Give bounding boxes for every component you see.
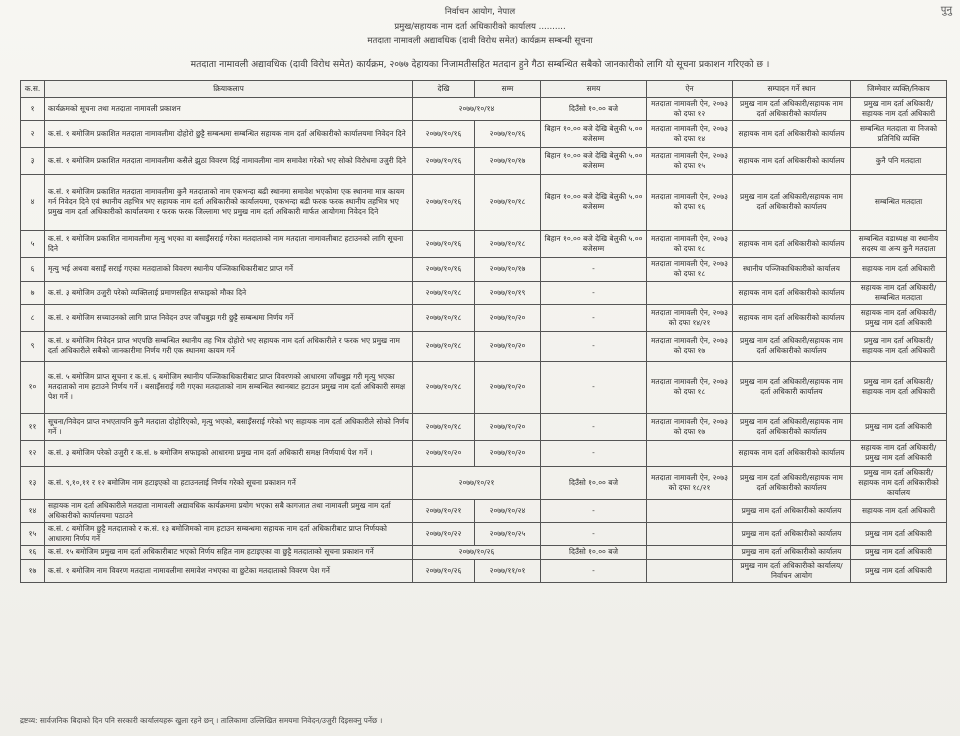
table-row — [21, 559, 947, 582]
row-responsible: सहायक नाम दर्ता अधिकारी/प्रमुख नाम दर्ता अधिकारी — [851, 440, 947, 466]
row-date-to: २०७७/१०/२० — [475, 413, 541, 440]
row-responsible: प्रमुख नाम दर्ता अधिकारी/सहायक नाम दर्ता अधिकारी — [851, 361, 947, 413]
corner-mark: पुनु — [940, 5, 952, 16]
row-responsible: सम्बन्धित मतदाता — [851, 174, 947, 230]
column-header: क.स. — [21, 81, 45, 98]
table-row — [21, 361, 947, 413]
row-activity: क.सं. १५ बमोजिम प्रमुख नाम दर्ता अधिकारीबाट भएको निर्णय सहित नाम हटाइएका वा छुट्टै मतदाताको सूचना प्रकाशन गर्ने — [45, 545, 413, 559]
row-date-to: २०७७/१०/१७ — [475, 147, 541, 174]
row-number: ४ — [21, 174, 45, 230]
doc-header-line-4: मतदाता नामावली अद्यावधिक (दावी विरोध समेत) कार्यक्रम, २०७७ देहायका निजामतीसहित मतदान हुने गैठा सम्बन्धित सबैको जानकारीको लागि यो सूचना प्रकाशन गरिएको छ । — [190, 59, 770, 70]
row-date-from: २०७७/१०/१८ — [413, 413, 475, 440]
row-activity: सूचना/निवेदन प्राप्त नभएतापनि कुनै मतदाता दोहोरिएको, मृत्यु भएको, बसाइँसराई गरेको भए सहायक नाम दर्ता अधिकारीले सोको निर्णय गर्ने । — [45, 413, 413, 440]
row-date-to: २०७७/१०/२५ — [475, 522, 541, 545]
row-activity: क.सं. १ बमोजिम नाम विवरण मतदाता नामावलीमा समावेश नभएका वा छुटेका मतदाताको विवरण पेश गर्ने — [45, 559, 413, 582]
row-activity: क.सं. २ बमोजिम सच्याउनको लागि प्राप्त निवेदन उपर जाँचबुझ गरी छुट्टै सम्बन्धमा निर्णय गर्ने — [45, 304, 413, 331]
row-place: सहायक नाम दर्ता अधिकारीको कार्यालय — [733, 281, 851, 304]
row-responsible: प्रमुख नाम दर्ता अधिकारी/सहायक नाम दर्ता अधिकारीको कार्यालय — [851, 466, 947, 499]
row-date-from: २०७७/१०/१६ — [413, 147, 475, 174]
table-row — [21, 120, 947, 147]
row-place: स्थानीय पञ्जिकाधिकारीको कार्यालय — [733, 257, 851, 281]
row-activity: क.सं. ३ बमोजिम उजुरी परेको व्यक्तिलाई प्रमाणसहित सफाइको मौका दिने — [45, 281, 413, 304]
row-responsible: प्रमुख नाम दर्ता अधिकारी — [851, 413, 947, 440]
table-row — [21, 331, 947, 361]
row-responsible: सम्बन्धित वडाध्यक्ष वा स्थानीय सदस्य वा अन्य कुनै मतदाता — [851, 230, 947, 257]
row-date-from: २०७७/१०/२६ — [413, 559, 475, 582]
row-date-to: २०७७/१०/२० — [475, 331, 541, 361]
row-activity: क.सं. ४ बमोजिम निवेदन प्राप्त भएपछि सम्बन्धित स्थानीय तह भित्र दोहोरो भए सहायक नाम दर्ता अधिकारीले र फरक भए प्रमुख नाम दर्ता अधिकारीले सबैको जानकारीमा निर्णय गरी एक स्थानमा कायम गर्ने — [45, 331, 413, 361]
column-header: क्रियाकलाप — [45, 81, 413, 98]
column-header: सम्पादन गर्ने स्थान — [733, 81, 851, 98]
row-number: २ — [21, 120, 45, 147]
row-number: ११ — [21, 413, 45, 440]
row-place: प्रमुख नाम दर्ता अधिकारीको कार्यालय/निर्वाचन आयोग — [733, 559, 851, 582]
table-row — [21, 257, 947, 281]
row-activity: क.सं. ८ बमोजिम छुट्टै मतदाताको र क.सं. १३ बमोजिमको नाम हटाउन सम्बन्धमा सहायक नाम दर्ता अधिकारीबाट प्राप्त निर्णयको आधारमा निर्णय गर्ने — [45, 522, 413, 545]
table-row — [21, 499, 947, 522]
row-date-from: २०७७/१०/२० — [413, 440, 475, 466]
table-row — [21, 466, 947, 499]
column-header: सम्म — [475, 81, 541, 98]
row-responsible: प्रमुख नाम दर्ता अधिकारी — [851, 559, 947, 582]
row-time: दिउँसो १०.०० बजे — [541, 466, 647, 499]
row-number: ५ — [21, 230, 45, 257]
column-header: देखि — [413, 81, 475, 98]
row-place: सहायक नाम दर्ता अधिकारीको कार्यालय — [733, 120, 851, 147]
row-activity: क.सं. ५ बमोजिम प्राप्त सूचना र क.सं. ६ बमोजिम स्थानीय पञ्जिकाधिकारीबाट प्राप्त विवरणको आधारमा जाँचबुझ गरी मृत्यु भएका मतदाताको नाम हटाउने निर्णय गर्ने । बसाइँसराई गरी गएका मतदाताको नाम सम्बन्धित स्थानबाट हटाउन प्रमुख नाम दर्ता अधिकारी समक्ष पेश गर्ने । — [45, 361, 413, 413]
row-responsible: सहायक नाम दर्ता अधिकारी — [851, 499, 947, 522]
row-place: प्रमुख नाम दर्ता अधिकारी/सहायक नाम दर्ता अधिकारीको कार्यालय — [733, 331, 851, 361]
row-law: मतदाता नामावली ऐन, २०७३ को दफा १४ — [647, 120, 733, 147]
column-header: जिम्मेवार व्यक्ति/निकाय — [851, 81, 947, 98]
row-date-to: २०७७/१०/१७ — [475, 257, 541, 281]
row-place: प्रमुख नाम दर्ता अधिकारीको कार्यालय — [733, 545, 851, 559]
row-date-from: २०७७/१०/१८ — [413, 331, 475, 361]
row-date-to: २०७७/१०/२० — [475, 440, 541, 466]
table-row — [21, 147, 947, 174]
row-activity: मृत्यु भई अथवा बसाइँ सराई गएका मतदाताको विवरण स्थानीय पञ्जिकाधिकारीबाट प्राप्त गर्ने — [45, 257, 413, 281]
doc-header-line-2: प्रमुख/सहायक नाम दर्ता अधिकारीको कार्यालय .......... — [394, 22, 566, 32]
row-number: ८ — [21, 304, 45, 331]
row-number: १४ — [21, 499, 45, 522]
row-responsible: सम्बन्धित मतदाता वा निजको प्रतिनिधि व्यक्ति — [851, 120, 947, 147]
row-responsible: सहायक नाम दर्ता अधिकारी/सम्बन्धित मतदाता — [851, 281, 947, 304]
footer-note: द्रष्टव्य: सार्वजनिक बिदाको दिन पनि सरकारी कार्यालयहरू खुला रहने छन् । तालिकामा उल्लिखित समयमा निवेदन/उजुरी दिइसक्नु पर्नेछ । — [20, 716, 383, 725]
row-number: १ — [21, 98, 45, 121]
row-responsible: कुनै पनि मतदाता — [851, 147, 947, 174]
row-activity: क.सं. १ बमोजिम प्रकाशित नामावलीमा मृत्यु भएका वा बसाइँसराई गरेका मतदाताको नाम मतदाता नामावलीबाट हटाउनको लागि सूचना दिने — [45, 230, 413, 257]
row-date-to: २०७७/१०/१८ — [475, 230, 541, 257]
row-place: प्रमुख नाम दर्ता अधिकारीको कार्यालय — [733, 499, 851, 522]
row-date-from: २०७७/१०/१६ — [413, 230, 475, 257]
row-date-from: २०७७/१०/१८ — [413, 304, 475, 331]
row-date-to: २०७७/१०/१८ — [475, 174, 541, 230]
table-row — [21, 522, 947, 545]
row-activity: क.सं. १ बमोजिम प्रकाशित मतदाता नामावलीमा कुनै मतदाताको नाम एकभन्दा बढी स्थानमा समावेश भएकोमा एक स्थानमा मात्र कायम गर्न निवेदन दिने एवं स्थानीय तहभित्र भए सहायक नाम दर्ता अधिकारीको कार्यालयमा, एकभन्दा बढी फरक फरक स्थानीय तहभित्र भए प्रमुख नाम दर्ता अधिकारीको कार्यालयमा र फरक फरक जिल्लामा भए प्रमुख नाम दर्ता अधिकारी मार्फत आयोगमा निवेदन दिने — [45, 174, 413, 230]
row-date-from: २०७७/१०/१६ — [413, 120, 475, 147]
row-law: मतदाता नामावली ऐन, २०७३ को दफा १७ — [647, 413, 733, 440]
row-date: २०७७/१०/२६ — [413, 545, 541, 559]
table-header-row — [21, 81, 947, 98]
row-law — [647, 522, 733, 545]
row-date-to: २०७७/१०/२० — [475, 361, 541, 413]
row-date-to: २०७७/१०/२० — [475, 304, 541, 331]
row-law — [647, 559, 733, 582]
row-number: ६ — [21, 257, 45, 281]
row-place: सहायक नाम दर्ता अधिकारीको कार्यालय — [733, 304, 851, 331]
doc-header-line-1: निर्वाचन आयोग, नेपाल — [444, 7, 516, 17]
schedule-table — [20, 80, 947, 583]
row-law: मतदाता नामावली ऐन, २०७३ को दफा १८ — [647, 230, 733, 257]
row-number: ३ — [21, 147, 45, 174]
row-date-from: २०७७/१०/१८ — [413, 281, 475, 304]
table-row — [21, 174, 947, 230]
row-law: मतदाता नामावली ऐन, २०७३ को दफा १५ — [647, 147, 733, 174]
row-number: १६ — [21, 545, 45, 559]
row-number: १३ — [21, 466, 45, 499]
row-activity: क.सं. ९,१०,११ र १२ बमोजिम नाम हटाइएको वा हटाउनलाई निर्णय गरेको सूचना प्रकाशन गर्ने — [45, 466, 413, 499]
row-time: बिहान १०.०० बजे देखि बेलुकी ५.०० बजेसम्म — [541, 230, 647, 257]
column-header: ऐन — [647, 81, 733, 98]
row-time: - — [541, 361, 647, 413]
row-activity: क.सं. ३ बमोजिम परेको उजुरी र क.सं. ७ बमोजिम सफाइको आधारमा प्रमुख नाम दर्ता अधिकारी समक्ष निर्णयार्थ पेश गर्ने । — [45, 440, 413, 466]
row-law: मतदाता नामावली ऐन, २०७३ को दफा १४/२१ — [647, 304, 733, 331]
row-activity: क.सं. १ बमोजिम प्रकाशित मतदाता नामावलीमा दोहोरो छुट्टै सम्बन्धमा सम्बन्धित सहायक नाम दर्ता अधिकारीको कार्यालयमा निवेदन दिने — [45, 120, 413, 147]
table-row — [21, 281, 947, 304]
row-time: बिहान १०.०० बजे देखि बेलुकी ५.०० बजेसम्म — [541, 120, 647, 147]
row-activity: क.सं. १ बमोजिम प्रकाशित मतदाता नामावलीमा कसैले झुठा विवरण दिई नामावलीमा नाम समावेश गरेको भए सोको विरोधमा उजुरी दिने — [45, 147, 413, 174]
row-place: सहायक नाम दर्ता अधिकारीको कार्यालय — [733, 147, 851, 174]
row-place: प्रमुख नाम दर्ता अधिकारीको कार्यालय — [733, 522, 851, 545]
row-date-to: २०७७/१०/१९ — [475, 281, 541, 304]
row-law — [647, 440, 733, 466]
row-activity: कार्यक्रमको सूचना तथा मतदाता नामावली प्रकाशन — [45, 98, 413, 121]
table-row — [21, 413, 947, 440]
table-row — [21, 304, 947, 331]
row-responsible: सहायक नाम दर्ता अधिकारी/प्रमुख नाम दर्ता अधिकारी — [851, 304, 947, 331]
row-responsible: प्रमुख नाम दर्ता अधिकारी — [851, 545, 947, 559]
table-body — [21, 98, 947, 583]
row-responsible: सहायक नाम दर्ता अधिकारी — [851, 257, 947, 281]
row-time: - — [541, 257, 647, 281]
row-place: प्रमुख नाम दर्ता अधिकारी/सहायक नाम दर्ता अधिकारीको कार्यालय — [733, 466, 851, 499]
row-activity: सहायक नाम दर्ता अधिकारीले मतदाता नामावली अद्यावधिक कार्यक्रममा प्रयोग भएका सबै कागजात तथा नामावली प्रमुख नाम दर्ता अधिकारीको कार्यालयमा पठाउने — [45, 499, 413, 522]
doc-header-line-3: मतदाता नामावली अद्यावधिक (दावी विरोध समेत) कार्यक्रम सम्बन्धी सूचना — [367, 36, 593, 46]
row-time: - — [541, 499, 647, 522]
row-law: मतदाता नामावली ऐन, २०७३ को दफा १६ — [647, 174, 733, 230]
row-number: ७ — [21, 281, 45, 304]
row-place: प्रमुख नाम दर्ता अधिकारी/सहायक नाम दर्ता अधिकारीको कार्यालय — [733, 174, 851, 230]
row-time: दिउँसो १०.०० बजे — [541, 98, 647, 121]
row-date: २०७७/१०/२१ — [413, 466, 541, 499]
row-date-to: २०७७/११/०१ — [475, 559, 541, 582]
row-time: - — [541, 281, 647, 304]
row-time: बिहान १०.०० बजे देखि बेलुकी ५.०० बजेसम्म — [541, 174, 647, 230]
row-place: प्रमुख नाम दर्ता अधिकारी/सहायक नाम दर्ता अधिकारीको कार्यालय — [733, 98, 851, 121]
row-time: - — [541, 304, 647, 331]
table-row — [21, 98, 947, 121]
row-date-to: २०७७/१०/१६ — [475, 120, 541, 147]
row-responsible: प्रमुख नाम दर्ता अधिकारी/सहायक नाम दर्ता अधिकारी — [851, 98, 947, 121]
row-time: - — [541, 522, 647, 545]
row-number: ९ — [21, 331, 45, 361]
row-number: १० — [21, 361, 45, 413]
row-place: सहायक नाम दर्ता अधिकारीको कार्यालय — [733, 440, 851, 466]
row-time: - — [541, 440, 647, 466]
row-place: प्रमुख नाम दर्ता अधिकारी/सहायक नाम दर्ता अधिकारीको कार्यालय — [733, 413, 851, 440]
row-date-to: २०७७/१०/२४ — [475, 499, 541, 522]
row-date: २०७७/१०/१४ — [413, 98, 541, 121]
row-place: सहायक नाम दर्ता अधिकारीको कार्यालय — [733, 230, 851, 257]
row-responsible: प्रमुख नाम दर्ता अधिकारी — [851, 522, 947, 545]
row-law: मतदाता नामावली ऐन, २०७३ को दफा १८ — [647, 361, 733, 413]
row-number: १५ — [21, 522, 45, 545]
row-law: मतदाता नामावली ऐन, २०७३ को दफा १८ — [647, 257, 733, 281]
table-row — [21, 440, 947, 466]
row-law — [647, 499, 733, 522]
row-time: - — [541, 413, 647, 440]
row-time: - — [541, 559, 647, 582]
row-law: मतदाता नामावली ऐन, २०७३ को दफा १८/२१ — [647, 466, 733, 499]
row-date-from: २०७७/१०/१६ — [413, 257, 475, 281]
row-responsible: प्रमुख नाम दर्ता अधिकारी/सहायक नाम दर्ता अधिकारी — [851, 331, 947, 361]
row-time: - — [541, 331, 647, 361]
row-law: मतदाता नामावली ऐन, २०७३ को दफा १७ — [647, 331, 733, 361]
row-time: दिउँसो १०.०० बजे — [541, 545, 647, 559]
row-place: प्रमुख नाम दर्ता अधिकारी/सहायक नाम दर्ता अधिकारी कार्यालय — [733, 361, 851, 413]
table-row — [21, 545, 947, 559]
row-date-from: २०७७/१०/२२ — [413, 522, 475, 545]
row-law — [647, 545, 733, 559]
row-law: मतदाता नामावली ऐन, २०७३ को दफा १२ — [647, 98, 733, 121]
row-number: १२ — [21, 440, 45, 466]
row-time: बिहान १०.०० बजे देखि बेलुकी ५.०० बजेसम्म — [541, 147, 647, 174]
table-row — [21, 230, 947, 257]
row-law — [647, 281, 733, 304]
column-header: समय — [541, 81, 647, 98]
row-number: १७ — [21, 559, 45, 582]
row-date-from: २०७७/१०/१८ — [413, 361, 475, 413]
row-date-from: २०७७/१०/१६ — [413, 174, 475, 230]
row-date-from: २०७७/१०/२१ — [413, 499, 475, 522]
